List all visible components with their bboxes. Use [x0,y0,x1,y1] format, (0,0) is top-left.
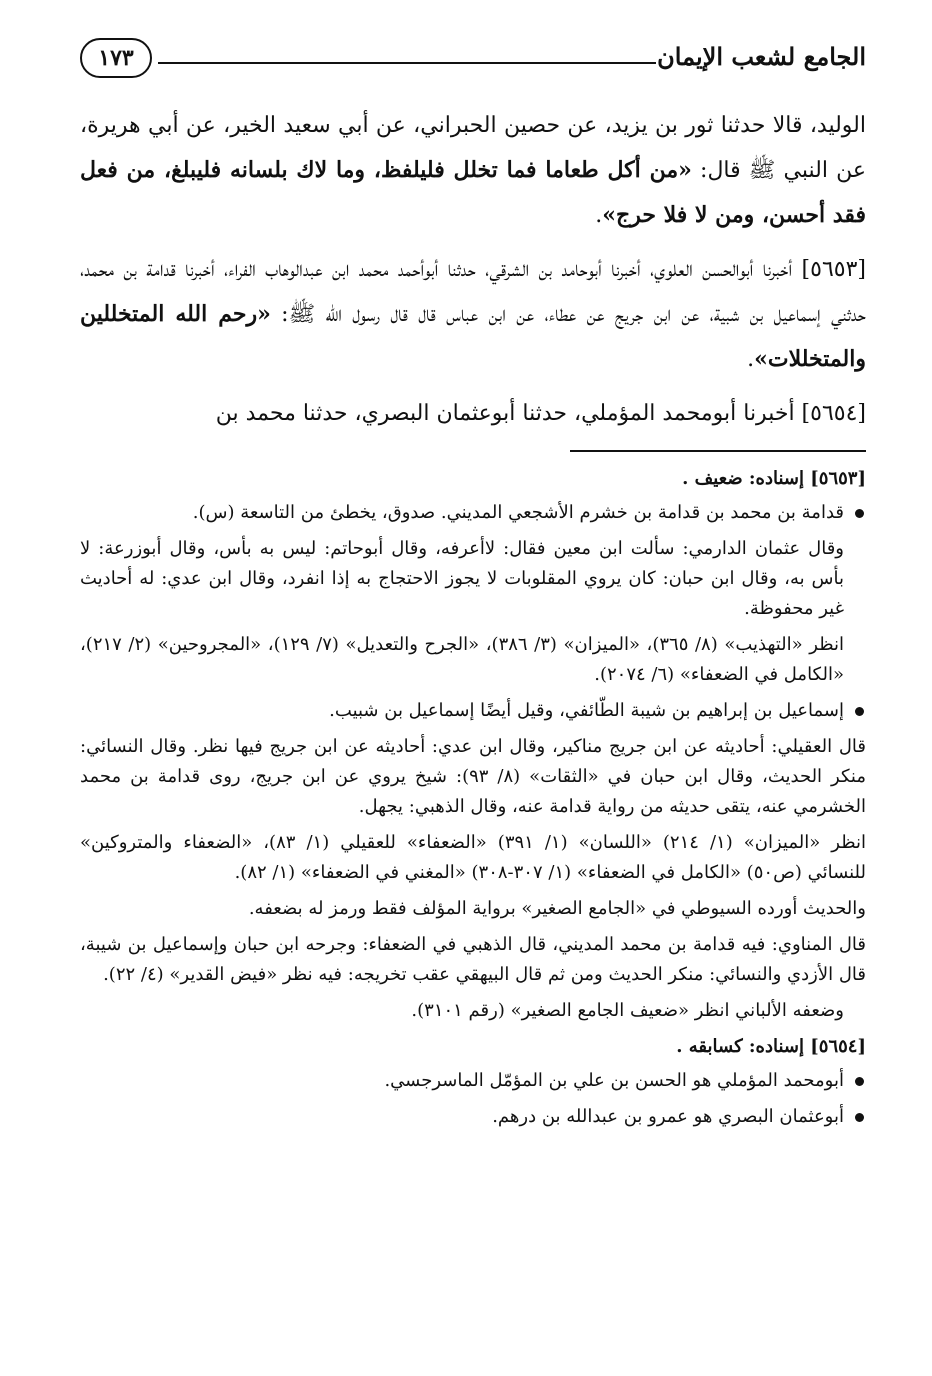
munawi-note: قال المناوي: فيه قدامة بن محمد المديني، قال الذهبي في الضعفاء: وجرحه ابن حبان وإسماعيل بن شيبة، قال الأزدي والنسائي: منكر الحديث ومن ثم قال البيهقي عقب تخريجه: فيه نظر «فيض القدير» (٤/ ٢٢). [80,934,866,985]
hadith-text: «من أكل طعاما فما تخلل فليلفظ، وما لاك بلسانه فليبلغ، من فعل فقد أحسن، ومن لا فلا حرج» [80,157,866,228]
bullet-icon [855,707,864,716]
running-header [80,30,866,90]
albani-note: وضعفه الألباني انظر «ضعيف الجامع الصغير» (رقم ٣١٠١). [411,1000,844,1021]
references-qudama: انظر «التهذيب» (٨/ ٣٦٥)، «الميزان» (٣/ ٣٨٦)، «الجرح والتعديل» (٧/ ١٢٩)، «المجروحين» (٢/ ٢١٧)، «الكامل في الضعفاء» (٦/ ٢٠٧٤). [80,634,844,685]
footnotes [80,464,866,1132]
narrator-note-basri [80,1102,866,1132]
main-text [80,104,866,436]
hadith-paragraph-5653 [80,248,866,382]
header-rule [158,62,656,64]
note-text: قدامة بن محمد بن قدامة بن خشرم الأشجعي المديني. صدوق، يخطئ من التاسعة (س). [192,502,844,523]
note-text: أبومحمد المؤملي هو الحسن بن علي بن المؤمّل الماسرجسي. [384,1070,844,1091]
narrator-opinions-ismail: قال العقيلي: أحاديثه عن ابن جريج مناكير، وقال ابن عدي: أحاديثه عن ابن جريج فيها نظر. وقال النسائي: منكر الحديث، وقال ابن حبان في «الثقات» (٨/ ٩٣): شيخ يروي عن ابن جريج، روى قدامة بن محمد الخشرمي عنه، يتقى حديثه من رواية قدامة عنه، وقال الذهبي: يجهل. [80,736,866,817]
references-ismail: انظر «الميزان» (١/ ٢١٤) «اللسان» (١/ ٣٩١) «الضعفاء» للعقيلي (١/ ٨٣)، «الضعفاء والمتروكين» للنسائي (ص٥٠) «الكامل في الضعفاء» (١/ ٣٠٧-٣٠٨) «المغني في الضعفاء» (١/ ٨٢). [80,832,866,883]
narrator-opinions-qudama: وقال عثمان الدارمي: سألت ابن معين فقال: لاأعرفه، وقال أبوحاتم: ليس به بأس، وقال أبوزرعة: لا بأس به، وقال ابن حبان: كان يروي المقلوبات لا يجوز الاحتجاج به إذا انفرد، وقال ابن عدي: له أحاديث غير محفوظة. [80,538,844,619]
bullet-icon [855,1113,864,1122]
isnad-text: [٥٦٥٣] أخبرنا أبوالحسن العلوي، أخبرنا أبوحامد بن الشرقي، حدثنا أبوأحمد محمد ابن عبدالوهاب الفراء، أخبرنا قدامة بن محمد، حدثني إسماعيل بن شبية، عن ابن جريج عن عطاء، عن ابن عباس قال قال رسول الله ﷺ: [80,257,867,327]
footnote-heading-5653: [٥٦٥٣] إسناده: ضعيف . [682,468,866,489]
hadith-text: «رحم الله المتخللين والمتخللات» [80,301,866,372]
note-text: أبوعثمان البصري هو عمرو بن عبدالله بن درهم. [492,1106,844,1127]
hadith-paragraph-5652-end [80,104,866,238]
bullet-icon [855,1077,864,1086]
period: . [595,203,603,228]
hadith-paragraph-5654: [٥٦٥٤] أخبرنا أبومحمد المؤملي، حدثنا أبوعثمان البصري، حدثنا محمد بن [215,401,866,426]
page [80,30,866,1138]
period: . [747,347,755,372]
footnote-separator [570,450,866,452]
narrator-note-ismail [80,696,866,726]
bullet-icon [855,509,864,518]
narrator-note-muammali [80,1066,866,1096]
book-title: الجامع لشعب الإيمان [657,42,866,71]
suyuti-note: والحديث أورده السيوطي في «الجامع الصغير» برواية المؤلف فقط ورمز له بضعفه. [248,898,866,919]
narrator-note-qudama [80,498,866,528]
note-text: إسماعيل بن إبراهيم بن شيبة الطّائفي، وقيل أيضًا إسماعيل بن شبيب. [329,700,844,721]
page-number: ١٧٣ [80,38,152,78]
footnote-heading-5654: [٥٦٥٤] إسناده: كسابقه . [676,1036,866,1057]
isnad-text: الوليد، قالا حدثنا ثور بن يزيد، عن حصين الحبراني، عن أبي سعيد الخير، عن أبي هريرة، عن النبي ﷺ قال: [80,113,866,183]
